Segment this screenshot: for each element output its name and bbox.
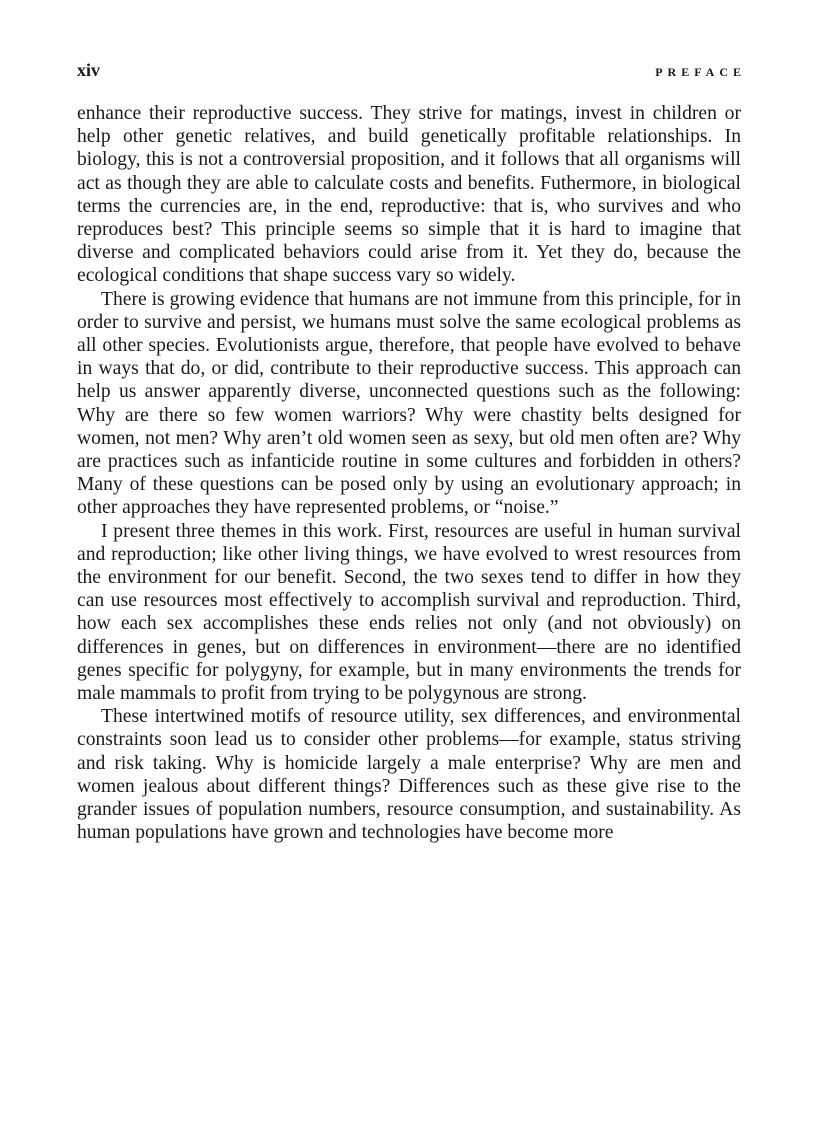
running-head — [77, 60, 746, 86]
paragraph-4: These intertwined motifs of resource utility, sex differences, and environmental constraints soon lead us to consider other problems—for example, status striving and risk taking. Why is homicide largely a male enterprise? Why are men and women jealous about different things? Differences such as these give rise to the grander issues of population numbers, resource consumption, and sustainability. As human populations have grown and technologies have become more — [77, 706, 741, 844]
paragraph-3: I present three themes in this work. First, resources are useful in human survival and reproduction; like other living things, we have evolved to wrest resources from the environment for our benefit. Second, the two sexes tend to differ in how they can use resources most effectively to accomplish survival and reproduction. Third, how each sex accomplishes these ends relies not only (and not obviously) on differences in genes, but on differences in environment—there are no identified genes specific for polygyny, for example, but in many environments the trends for male mammals to profit from trying to be polygynous are strong. — [77, 520, 741, 705]
section-title: PREFACE — [655, 65, 746, 79]
paragraph-2: There is growing evidence that humans are not immune from this principle, for in order to survive and persist, we humans must solve the same ecological problems as all other species. Evolutionists argue, therefore, that people have evolved to behave in ways that do, or did, contribute to their reproductive success. This approach can help us answer apparently diverse, unconnected questions such as the following: Why are there so few women warriors? Why were chastity belts designed for women, not men? Why aren’t old women seen as sexy, but old men often are? Why are practices such as infanticide routine in some cultures and forbidden in others? Many of these questions can be posed only by using an evolutionary approach; in other approaches they have represented problems, or “noise.” — [77, 288, 741, 519]
page-number: xiv — [77, 60, 101, 80]
paragraph-1: enhance their reproductive success. They strive for matings, invest in children or help other genetic relatives, and build genetically profitable relationships. In biology, this is not a controversial proposition, and it follows that all organisms will act as though they are able to calculate costs and benefits. Futhermore, in biological terms the currencies are, in the end, reproductive: that is, who survives and who reproduces best? This principle seems so simple that it is hard to imagine that diverse and complicated behaviors could arise from it. Yet they do, because the ecological conditions that shape success vary so widely. — [77, 103, 741, 287]
book-page — [77, 60, 746, 845]
body-text — [77, 102, 741, 845]
